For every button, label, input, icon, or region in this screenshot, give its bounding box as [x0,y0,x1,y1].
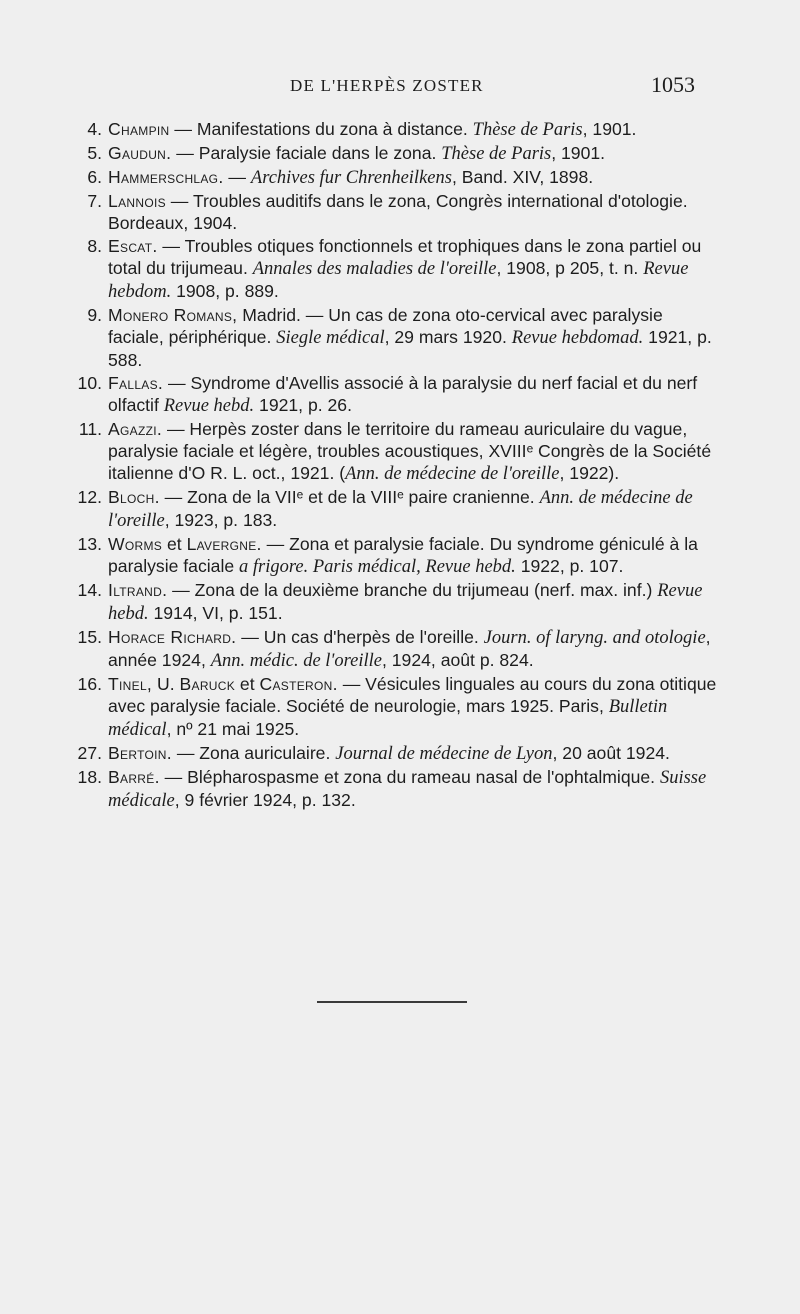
reference-journal-title: Suisse médicale [108,768,707,811]
reference-text: Madrid. — Un cas de zona oto-cervical avec paralysie faciale, périphérique. [108,305,663,347]
reference-entry [70,486,720,532]
reference-text: — Paralysie faciale dans le zona. [171,143,442,163]
reference-text: 1922, p. 107. [515,556,624,576]
reference-list [70,118,720,813]
reference-coauthor: Lavergne. [186,534,262,554]
reference-number: 11. [78,419,102,439]
reference-text: et [235,674,260,694]
reference-text: , 29 mars 1920. [384,327,512,347]
reference-text: — Zona et paralysie faciale. Du syndrome géniculé à la paralysie faciale [108,534,698,576]
reference-author: Gaudun. [108,143,172,163]
reference-text: — Herpès zoster dans le territoire du rameau auriculaire du vague, paralysie faciale et légère, troubles acoustiques, XVIIIᵉ Congrès de la Société italienne d'O R. L. oct., 1921. ( [108,419,712,483]
reference-journal-title: Journal de médecine de Lyon [335,744,553,764]
reference-entry [70,166,720,189]
reference-text: — Blépharospasme et zona du rameau nasal de l'ophtalmique. [159,767,660,787]
reference-text: — Syndrome d'Avellis associé à la paralysie du nerf facial et du nerf olfactif [108,373,698,415]
reference-author: Bloch. [108,487,160,507]
reference-number: 8. [87,236,102,256]
reference-number: 10. [77,373,102,393]
reference-author: Escat. [108,236,158,256]
reference-text: , 1901. [551,143,606,163]
page-header [0,74,800,98]
reference-text: , 1924, août p. 824. [382,650,534,670]
reference-author: Agazzi. [108,419,163,439]
reference-text: — Zona auriculaire. [171,743,336,763]
reference-text: — [223,167,251,187]
reference-number: 12. [77,487,102,507]
reference-text: 1908, p. 889. [171,281,279,301]
reference-journal-title: Revue hebdomad. [511,328,644,348]
reference-number: 6. [87,167,102,187]
reference-entry [70,190,720,234]
reference-author: Fallas. [108,373,164,393]
reference-number: 5. [87,143,102,163]
reference-entry [70,372,720,417]
reference-author: Bertoin. [108,743,172,763]
reference-entry [70,766,720,812]
reference-entry [70,579,720,625]
reference-journal-title: Thèse de Paris [472,120,583,140]
reference-number: 14. [77,580,102,600]
reference-journal-title: Ann. de médecine de l'oreille [345,464,560,484]
reference-text: 1921, p. 588. [108,327,712,370]
reference-text: , année 1924, [108,627,711,670]
reference-journal-title: Ann. de médecine de l'oreille [108,488,693,531]
reference-text: — Vésicules linguales au cours du zona otitique avec paralysie faciale. Société de neurologie, mars 1925. Paris, [108,674,717,716]
reference-author: Iltrand. [108,580,168,600]
reference-author: Champin [108,119,170,139]
reference-entry [70,626,720,672]
reference-journal-title: Archives fur Chrenheilkens [250,168,452,188]
running-title: DE L'HERPÈS ZOSTER [290,76,484,95]
reference-text: , Band. XIV, 1898. [451,167,594,187]
reference-number: 27. [77,743,102,763]
reference-journal-title: Siegle médical [276,328,385,348]
reference-author: Lannois [108,191,166,211]
reference-text: 1921, p. 26. [254,395,352,415]
reference-text: — Troubles otiques fonctionnels et trophiques dans le zona partiel ou total du trijumeau. [108,236,702,278]
reference-text: — Zona de la deuxième branche du trijumeau (nerf. max. inf.) [167,580,658,600]
reference-text: , 1901. [582,119,637,139]
reference-coauthor: Baruck [179,674,236,694]
reference-entry [70,742,720,765]
reference-author: Barré. [108,767,160,787]
reference-text: — Zona de la VIIᵉ et de la VIIIᵉ paire cranienne. [159,487,540,507]
reference-journal-title: a frigore. Paris médical, Revue hebd. [239,557,516,577]
reference-text: , 9 février 1924, p. 132. [174,790,356,810]
reference-text: , 1922). [559,463,620,483]
reference-journal-title: Revue hebdom. [108,259,689,302]
reference-journal-title: Ann. médic. de l'oreille [210,651,382,671]
page-number: 1053 [651,72,695,97]
reference-number: 16. [77,674,102,694]
reference-journal-title: Annales des maladies de l'oreille [252,259,497,279]
reference-journal-title: Revue hebd. [163,396,255,416]
reference-journal-title: Journ. of laryng. and otologie [483,628,706,648]
reference-entry [70,235,720,303]
reference-number: 4. [87,119,102,139]
reference-entry [70,673,720,741]
reference-text: U. [152,674,180,694]
reference-text: — Troubles auditifs dans le zona, Congrès international d'otologie. Bordeaux, 1904. [108,191,688,233]
reference-author: Horace Richard. [108,627,237,647]
reference-author: Worms [108,534,163,554]
reference-author: Tinel, [108,674,153,694]
reference-number: 13. [77,534,102,554]
reference-entry [70,142,720,165]
reference-text: , 1908, p 205, t. n. [496,258,644,278]
reference-journal-title: Revue hebd. [108,581,703,624]
reference-number: 18. [77,767,102,787]
reference-text: — Manifestations du zona à distance. [169,119,473,139]
reference-journal-title: Thèse de Paris [441,144,552,164]
reference-text: 1914, VI, p. 151. [148,603,283,623]
reference-author: Hammerschlag. [108,167,224,187]
reference-entry [70,418,720,485]
reference-text: , 20 août 1924. [552,743,670,763]
reference-entry [70,304,720,371]
reference-coauthor: Casteron. [259,674,338,694]
reference-entry [70,533,720,578]
reference-number: 15. [77,627,102,647]
reference-author: Monero Romans, [108,305,238,325]
reference-journal-title: Bulletin médical [108,697,668,740]
reference-entry [70,118,720,141]
reference-text: et [162,534,187,554]
reference-text: , nº 21 mai 1925. [166,719,300,739]
reference-number: 9. [87,305,102,325]
reference-text: — Un cas d'herpès de l'oreille. [236,627,484,647]
reference-number: 7. [87,191,102,211]
closing-rule [317,1001,467,1003]
reference-text: , 1923, p. 183. [164,510,278,530]
